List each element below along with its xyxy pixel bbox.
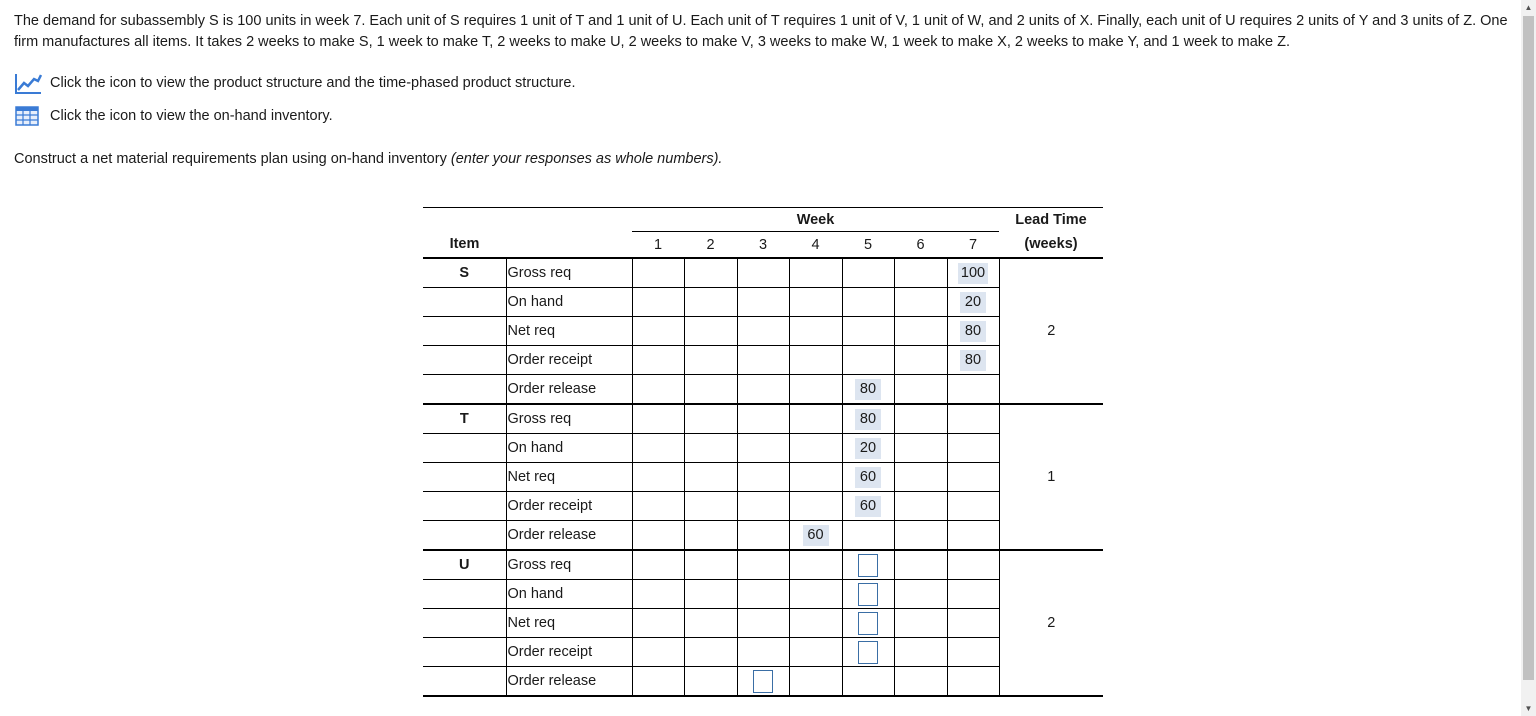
week-cell	[894, 317, 947, 346]
week-cell	[894, 580, 947, 609]
week-cell	[842, 609, 894, 638]
week-cell	[842, 317, 894, 346]
week-cell	[737, 375, 789, 405]
week-cell	[684, 463, 737, 492]
week-cell	[789, 667, 842, 697]
problem-statement: The demand for subassembly S is 100 units in week 7. Each unit of S requires 1 unit of T and 1 unit of U. Each unit of T requires 1 unit of V, 1 unit of W, and 2 units of X. Finally, each unit of U requires 2 units of Y and 3 units of Z. One firm manufactures all items. It takes 2 weeks to make S, 1 week to make T, 2 weeks to make U, 2 weeks to make V, 3 weeks to make W, 1 week to make X, 2 weeks to make Y, and 1 week to make Z.	[14, 13, 1508, 50]
week-cell	[632, 375, 684, 405]
week-cell	[632, 346, 684, 375]
week-cell	[632, 521, 684, 551]
week-cell	[632, 550, 684, 580]
instruction-hint: (enter your responses as whole numbers).	[450, 151, 723, 167]
row-label: Gross req	[506, 550, 632, 580]
week-cell	[842, 346, 894, 375]
question-content	[14, 11, 1510, 182]
scroll-down-arrow-icon[interactable]: ▼	[1524, 704, 1533, 713]
week-cell	[842, 288, 894, 317]
item-code	[423, 463, 506, 492]
week-cell	[894, 609, 947, 638]
week-cell	[684, 580, 737, 609]
answer-value: 60	[803, 525, 829, 546]
week-cell	[684, 609, 737, 638]
week-cell	[842, 580, 894, 609]
week-cell	[632, 638, 684, 667]
row-label: Order receipt	[506, 346, 632, 375]
week-cell	[737, 463, 789, 492]
row-label: On hand	[506, 288, 632, 317]
week-cell	[737, 667, 789, 697]
week-cell	[684, 521, 737, 551]
header-item-spacer	[423, 208, 506, 232]
row-label: Order release	[506, 521, 632, 551]
header-label-spacer	[506, 232, 632, 259]
inventory-link-row	[14, 103, 1510, 129]
item-code	[423, 580, 506, 609]
row-label: Order release	[506, 375, 632, 405]
week-cell	[789, 580, 842, 609]
item-code	[423, 375, 506, 405]
item-code	[423, 492, 506, 521]
item-code: U	[423, 550, 506, 580]
lead-time-value: 2	[999, 550, 1103, 696]
week-cell	[947, 288, 999, 317]
item-code	[423, 288, 506, 317]
week-cell	[947, 404, 999, 434]
answer-value: 80	[855, 379, 881, 400]
week-cell	[789, 346, 842, 375]
answer-input[interactable]	[858, 612, 878, 635]
week-cell	[894, 521, 947, 551]
week-cell	[894, 550, 947, 580]
week-number: 7	[947, 232, 999, 259]
week-cell	[947, 609, 999, 638]
lead-time-value: 2	[999, 258, 1103, 404]
week-cell	[947, 492, 999, 521]
week-cell	[842, 638, 894, 667]
week-cell	[684, 492, 737, 521]
vertical-scrollbar[interactable]	[1521, 0, 1536, 716]
week-cell	[737, 580, 789, 609]
week-cell	[842, 404, 894, 434]
week-cell	[737, 550, 789, 580]
item-code	[423, 609, 506, 638]
week-cell	[737, 317, 789, 346]
week-cell	[632, 258, 684, 288]
week-cell	[789, 434, 842, 463]
week-cell	[947, 463, 999, 492]
week-cell	[737, 404, 789, 434]
product-structure-link-row	[14, 70, 1510, 96]
answer-value: 80	[960, 321, 986, 342]
week-cell	[737, 258, 789, 288]
week-cell	[737, 434, 789, 463]
item-code	[423, 317, 506, 346]
week-cell	[947, 550, 999, 580]
week-cell	[632, 434, 684, 463]
week-cell	[842, 463, 894, 492]
week-cell	[789, 492, 842, 521]
week-cell	[789, 550, 842, 580]
week-cell	[894, 346, 947, 375]
week-cell	[789, 404, 842, 434]
week-cell	[894, 375, 947, 405]
row-label: Gross req	[506, 258, 632, 288]
week-header: Week	[632, 208, 999, 232]
answer-value: 80	[855, 409, 881, 430]
answer-value: 100	[958, 263, 988, 284]
week-number: 2	[684, 232, 737, 259]
row-label: On hand	[506, 580, 632, 609]
week-number: 6	[894, 232, 947, 259]
week-cell	[894, 404, 947, 434]
week-cell	[684, 434, 737, 463]
scroll-up-arrow-icon[interactable]: ▲	[1524, 3, 1533, 12]
week-cell	[737, 492, 789, 521]
mrp-table	[423, 207, 1103, 697]
week-cell	[789, 317, 842, 346]
week-cell	[684, 638, 737, 667]
week-cell	[737, 288, 789, 317]
row-label: Order receipt	[506, 638, 632, 667]
line-chart-icon[interactable]	[14, 70, 42, 96]
answer-input[interactable]	[858, 641, 878, 664]
week-cell	[684, 317, 737, 346]
week-cell	[684, 258, 737, 288]
row-label: Net req	[506, 609, 632, 638]
week-cell	[632, 288, 684, 317]
answer-value: 20	[855, 438, 881, 459]
instruction-main: Construct a net material requirements plan using on-hand inventory	[14, 151, 451, 167]
week-cell	[842, 258, 894, 288]
answer-input[interactable]	[753, 670, 773, 693]
week-cell	[632, 492, 684, 521]
week-cell	[947, 258, 999, 288]
week-cell	[947, 317, 999, 346]
week-cell	[632, 609, 684, 638]
answer-value: 20	[960, 292, 986, 313]
header-label-spacer	[506, 208, 632, 232]
week-cell	[684, 404, 737, 434]
week-cell	[789, 609, 842, 638]
week-cell	[684, 667, 737, 697]
lead-time-header: Lead Time	[999, 208, 1103, 232]
week-cell	[947, 346, 999, 375]
week-cell	[842, 667, 894, 697]
week-cell	[947, 667, 999, 697]
lead-time-unit-header: (weeks)	[999, 232, 1103, 259]
week-cell	[947, 434, 999, 463]
scrollbar-thumb[interactable]	[1523, 16, 1534, 680]
week-cell	[842, 492, 894, 521]
mrp-row	[423, 258, 1103, 288]
week-cell	[632, 404, 684, 434]
week-number: 4	[789, 232, 842, 259]
week-cell	[842, 521, 894, 551]
week-cell	[684, 375, 737, 405]
week-cell	[894, 463, 947, 492]
week-cell	[789, 463, 842, 492]
mrp-row	[423, 550, 1103, 580]
week-cell	[789, 288, 842, 317]
week-number: 1	[632, 232, 684, 259]
week-cell	[737, 609, 789, 638]
week-cell	[947, 521, 999, 551]
week-number: 5	[842, 232, 894, 259]
week-cell	[894, 638, 947, 667]
row-label: Net req	[506, 317, 632, 346]
answer-value: 60	[855, 496, 881, 517]
row-label: Gross req	[506, 404, 632, 434]
item-code	[423, 521, 506, 551]
week-cell	[737, 521, 789, 551]
week-cell	[894, 288, 947, 317]
lead-time-value: 1	[999, 404, 1103, 550]
row-label: Order receipt	[506, 492, 632, 521]
row-label: Net req	[506, 463, 632, 492]
week-cell	[632, 667, 684, 697]
week-cell	[947, 375, 999, 405]
item-code	[423, 638, 506, 667]
week-cell	[842, 375, 894, 405]
answer-value: 80	[960, 350, 986, 371]
item-code	[423, 667, 506, 697]
week-cell	[894, 434, 947, 463]
row-label: On hand	[506, 434, 632, 463]
week-cell	[842, 434, 894, 463]
week-cell	[894, 492, 947, 521]
week-cell	[894, 258, 947, 288]
week-cell	[632, 580, 684, 609]
item-header: Item	[423, 232, 506, 259]
week-cell	[894, 667, 947, 697]
item-code	[423, 434, 506, 463]
instruction-text	[14, 151, 1510, 167]
week-cell	[737, 346, 789, 375]
answer-input[interactable]	[858, 554, 878, 577]
week-cell	[947, 580, 999, 609]
week-number: 3	[737, 232, 789, 259]
answer-value: 60	[855, 467, 881, 488]
product-structure-link-text[interactable]: Click the icon to view the product structure and the time-phased product structure.	[50, 75, 576, 91]
week-cell	[632, 317, 684, 346]
week-cell	[789, 375, 842, 405]
week-cell	[789, 638, 842, 667]
week-cell	[789, 258, 842, 288]
week-cell	[684, 288, 737, 317]
item-code: S	[423, 258, 506, 288]
week-cell	[947, 638, 999, 667]
week-cell	[684, 550, 737, 580]
week-cell	[684, 346, 737, 375]
week-cell	[789, 521, 842, 551]
week-cell	[737, 638, 789, 667]
item-code	[423, 346, 506, 375]
inventory-link-text[interactable]: Click the icon to view the on-hand inventory.	[50, 108, 333, 124]
table-grid-icon[interactable]	[14, 103, 42, 129]
week-cell	[842, 550, 894, 580]
week-cell	[632, 463, 684, 492]
item-code: T	[423, 404, 506, 434]
mrp-row	[423, 404, 1103, 434]
answer-input[interactable]	[858, 583, 878, 606]
row-label: Order release	[506, 667, 632, 697]
